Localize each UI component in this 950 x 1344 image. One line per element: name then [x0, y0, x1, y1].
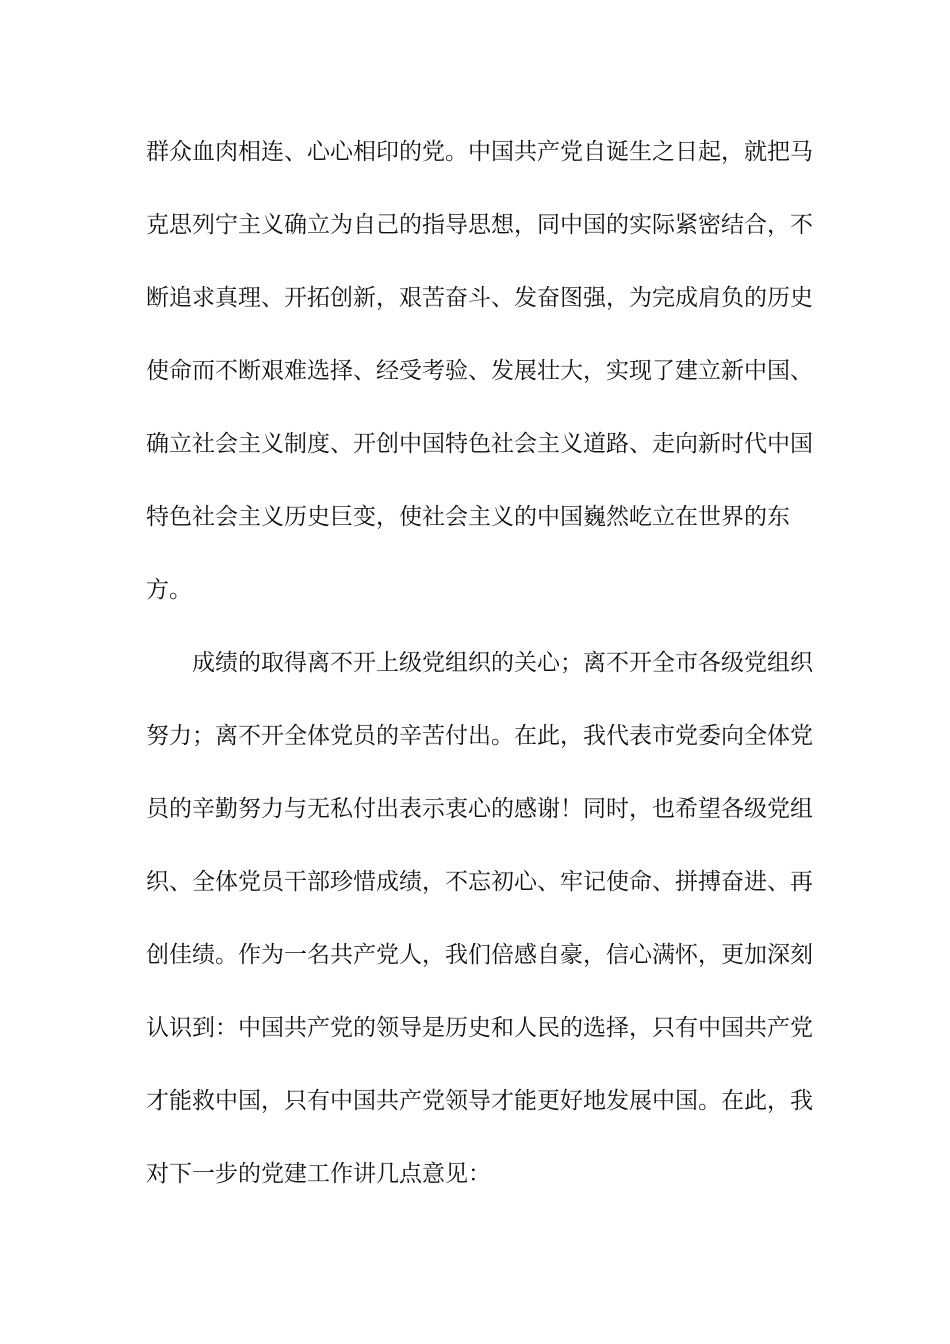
text-line: 群众血肉相连、心心相印的党。中国共产党自诞生之日起，就把马: [146, 139, 813, 165]
text-line: 使命而不断艰难选择、经受考验、发展壮大，实现了建立新中国、: [146, 358, 813, 384]
text-line: 努力；离不开全体党员的辛苦付出。在此，我代表市党委向全体党: [146, 723, 813, 749]
text-line: 创佳绩。作为一名共产党人，我们倍感自豪，信心满怀，更加深刻: [146, 942, 813, 968]
text-line: 确立社会主义制度、开创中国特色社会主义道路、走向新时代中国: [146, 431, 813, 457]
text-line: 断追求真理、开拓创新，艰苦奋斗、发奋图强，为完成肩负的历史: [146, 285, 813, 311]
text-line: 方。: [146, 577, 192, 603]
text-line: 成绩的取得离不开上级党组织的关心；离不开全市各级党组织: [146, 650, 813, 676]
text-line: 克思列宁主义确立为自己的指导思想，同中国的实际紧密结合，不: [146, 212, 813, 238]
text-line: 对下一步的党建工作讲几点意见：: [146, 1161, 491, 1187]
text-line: 员的辛勤努力与无私付出表示衷心的感谢！同时，也希望各级党组: [146, 796, 813, 822]
text-line: 认识到：中国共产党的领导是历史和人民的选择，只有中国共产党: [146, 1015, 813, 1041]
text-line: 织、全体党员干部珍惜成绩，不忘初心、牢记使命、拼搏奋进、再: [146, 869, 813, 895]
text-line: 才能救中国，只有中国共产党领导才能更好地发展中国。在此，我: [146, 1088, 813, 1114]
text-line: 特色社会主义历史巨变，使社会主义的中国巍然屹立在世界的东: [146, 504, 790, 530]
